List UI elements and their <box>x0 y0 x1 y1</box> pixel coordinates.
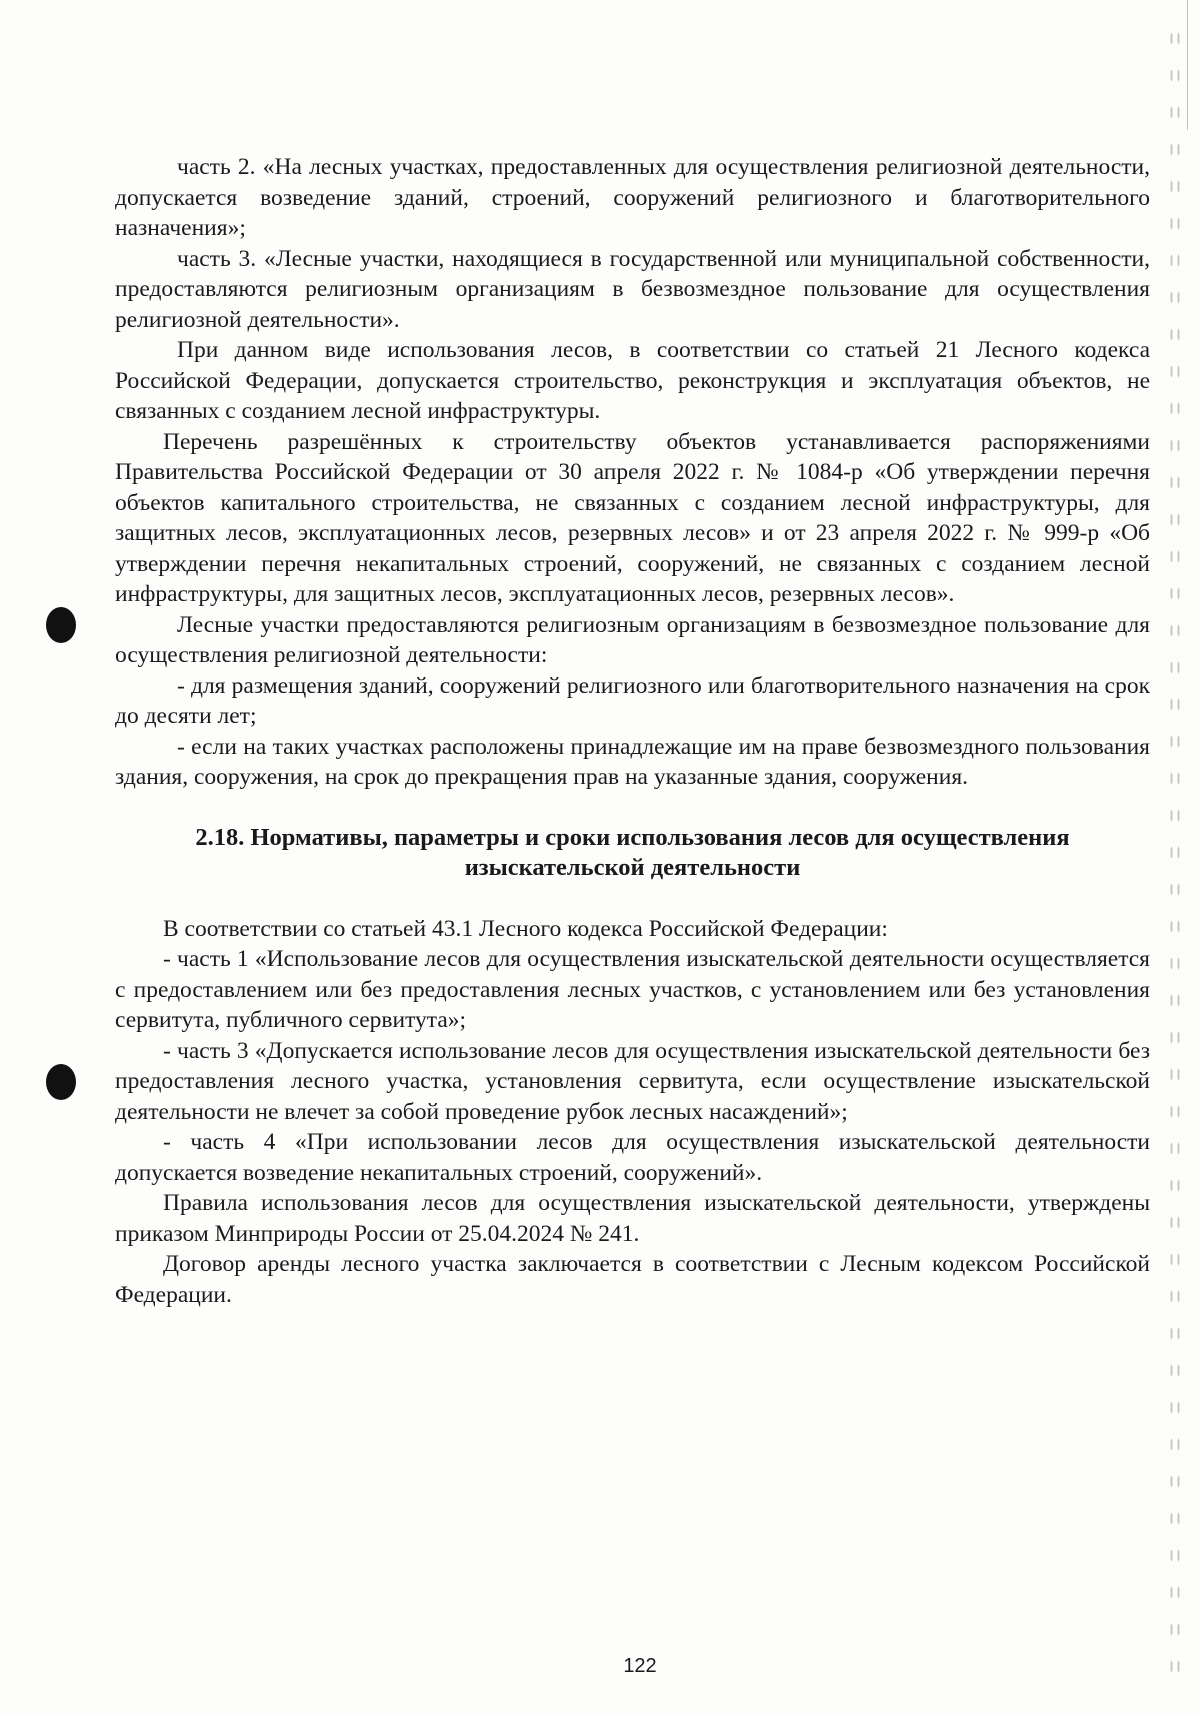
punch-hole-mark <box>46 607 76 643</box>
paragraph: При данном виде использования лесов, в соответствии со статьей 21 Лесного кодекса Российской Федерации, допускается строительство, реконструкция и эксплуатация объектов, не связанных с созданием лесной инфраструктуры. <box>115 337 1150 424</box>
list-item: - для размещения зданий, сооружений религиозного или благотворительного назначения на срок до десяти лет; <box>115 672 1150 729</box>
list-item: - часть 1 «Использование лесов для осуществления изыскательской деятельности осуществляется с предоставлением или без предоставления лесных участков, с установлением или без установления сервитута, публичного сервитута»; <box>115 946 1150 1033</box>
paragraph: Перечень разрешённых к строительству объектов устанавливается распоряжениями Правительства Российской Федерации от 30 апреля 2022 г. № 1084-р «Об утверждении перечня объектов капитального строительства, не связанных с созданием лесной инфраструктуры, для защитных лесов, эксплуатационных лесов, резервных лесов» и от 23 апреля 2022 г. № 999-р «Об утверждении перечня некапитальных строений, сооружений, не связанных с созданием лесной инфраструктуры, для защитных лесов, эксплуатационных лесов, резервных лесов». <box>115 428 1150 607</box>
scan-edge-noise <box>1168 20 1182 1680</box>
paragraph: В соответствии со статьей 43.1 Лесного кодекса Российской Федерации: <box>163 915 888 942</box>
list-item: - если на таких участках расположены принадлежащие им на праве безвозмездного пользования здания, сооружения, на срок до прекращения прав на указанные здания, сооружения. <box>115 733 1150 790</box>
punch-hole-mark <box>46 1064 76 1100</box>
page-number: 122 <box>623 1655 657 1677</box>
document-body <box>115 152 1150 1310</box>
paragraph: часть 3. «Лесные участки, находящиеся в государственной или муниципальной собственности, предоставляются религиозным организациям в безвозмездное пользование для осуществления религиозной деятельности». <box>115 245 1150 333</box>
paragraph: Лесные участки предоставляются религиозным организациям в безвозмездное пользование для осуществления религиозной деятельности: <box>115 611 1150 668</box>
paragraph: Правила использования лесов для осуществления изыскательской деятельности, утверждены приказом Минприроды России от 25.04.2024 № 241. <box>115 1190 1150 1247</box>
scan-edge-line <box>1187 0 1188 130</box>
paragraph: часть 2. «На лесных участках, предоставленных для осуществления религиозной деятельности, допускается возведение зданий, строений, сооружений религиозного и благотворительного назначения»; <box>115 154 1150 241</box>
list-item: - часть 3 «Допускается использование лесов для осуществления изыскательской деятельности без предоставления лесного участка, установления сервитута, если осуществление изыскательской деятельности не влечет за собой проведение рубок лесных насаждений»; <box>115 1037 1150 1125</box>
section-heading: 2.18. Нормативы, параметры и сроки использования лесов для осуществления изыскательской деятельности <box>195 823 1070 881</box>
list-item: - часть 4 «При использовании лесов для осуществления изыскательской деятельности допускается возведение некапитальных строений, сооружений». <box>115 1129 1150 1186</box>
paragraph: Договор аренды лесного участка заключается в соответствии с Лесным кодексом Российской Федерации. <box>115 1251 1150 1308</box>
